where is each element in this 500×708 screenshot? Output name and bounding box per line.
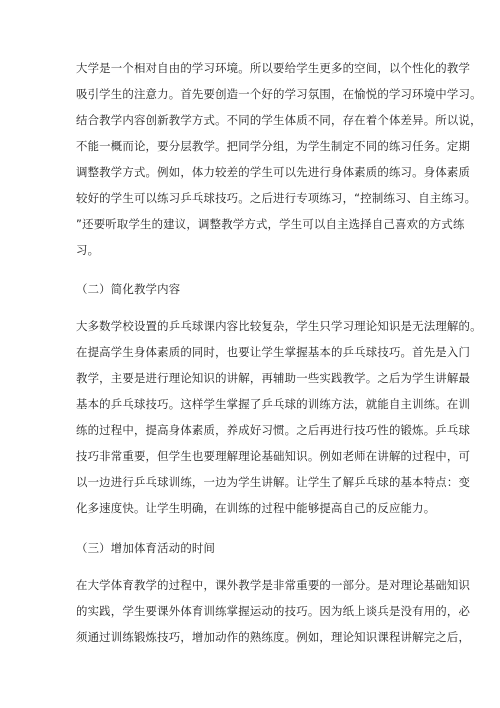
paragraph-2-line-6: 技巧非常重要，但学生也要理解理论基础知识。例如老师在讲解的过程中，可 — [76, 449, 471, 463]
paragraph-3-line-3: 须通过训练锻炼技巧，增加动作的熟练度。例如，理论知识课程讲解完之后， — [76, 630, 471, 644]
paragraph-1-line-4: 不能一概而论，要分层教学。把同学分组，为学生制定不同的练习任务。定期 — [76, 139, 471, 153]
paragraph-2-line-4: 基本的乒乓球技巧。这样学生掌握了乒乓球的训练方法，就能自主训练。在训 — [76, 397, 471, 411]
paragraph-1-line-1: 大学是一个相对自由的学习环境。所以要给学生更多的空间，以个性化的教学 — [76, 61, 471, 75]
paragraph-2-line-7: 以一边进行乒乓球训练，一边为学生讲解。让学生了解乒乓球的基本特点：变 — [76, 475, 471, 489]
paragraph-1-line-5: 调整教学方式。例如，体力较差的学生可以先进行身体素质的练习。身体素质 — [76, 165, 471, 179]
paragraph-2-line-2: 在提高学生身体素质的同时，也要让学生掌握基本的乒乓球技巧。首先是入门 — [76, 345, 471, 359]
paragraph-2-line-1: 大多数学校设置的乒乓球课内容比较复杂，学生只学习理论知识是无法理解的。 — [76, 319, 482, 333]
paragraph-3-line-2: 的实践，学生要课外体育训练掌握运动的技巧。因为纸上谈兵是没有用的，必 — [76, 604, 471, 618]
paragraph-1-line-2: 吸引学生的注意力。首先要创造一个好的学习氛围，在愉悦的学习环境中学习。 — [76, 87, 482, 101]
paragraph-1-line-6: 较好的学生可以练习乒乓球技巧。之后进行专项练习，“控制练习、自主练习。 — [76, 191, 477, 205]
paragraph-1-line-8: 习。 — [76, 243, 100, 257]
section-heading-2: （二）简化教学内容 — [76, 282, 181, 296]
section-heading-3: （三）增加体育活动的时间 — [76, 541, 216, 555]
paragraph-2-line-3: 教学，主要是进行理论知识的讲解，再辅助一些实践教学。之后为学生讲解最 — [76, 371, 471, 385]
paragraph-2-line-5: 练的过程中，提高身体素质，养成好习惯。之后再进行技巧性的锻炼。乒乓球 — [76, 423, 471, 437]
paragraph-1-line-3: 结合教学内容创新教学方式。不同的学生体质不同，存在着个体差异。所以说， — [76, 113, 482, 127]
paragraph-3-line-1: 在大学体育教学的过程中，课外教学是非常重要的一部分。是对理论基础知识 — [76, 578, 471, 592]
paragraph-1-line-7: ”还要听取学生的建议，调整教学方式，学生可以自主选择自己喜欢的方式练 — [76, 217, 465, 231]
paragraph-2-line-8: 化多速度快。让学生明确，在训练的过程中能够提高自己的反应能力。 — [76, 501, 436, 515]
